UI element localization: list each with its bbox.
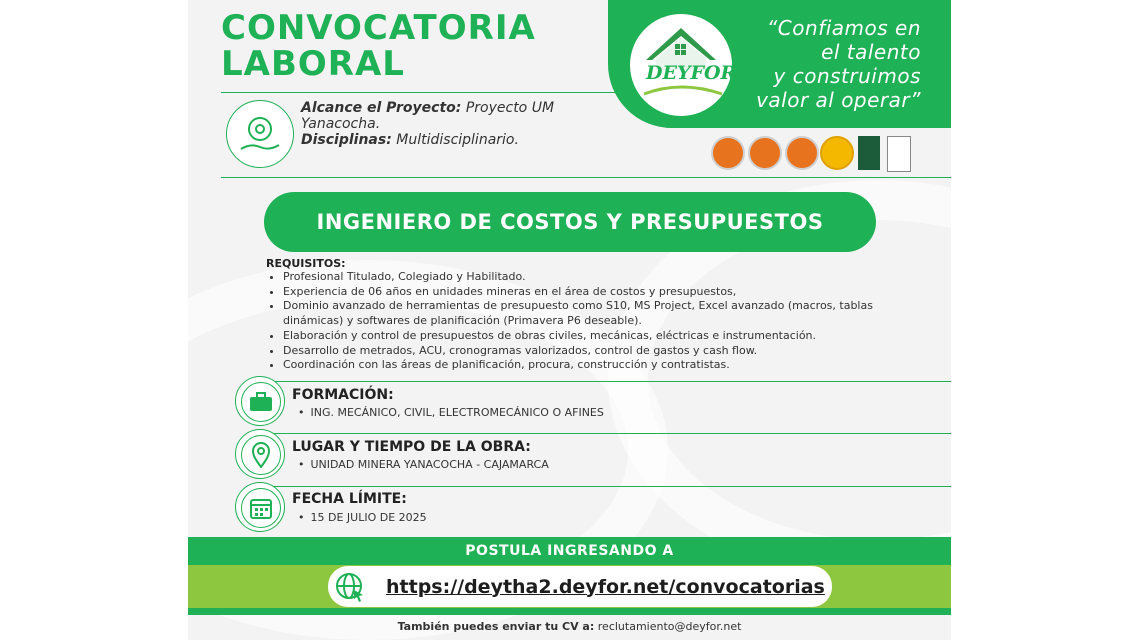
- disciplines-value: Multidisciplinario.: [396, 132, 519, 148]
- requirement-item: • Experiencia de 06 años en unidades mineras en el área de costos y presupuestos,: [283, 285, 903, 300]
- disciplines-label: Disciplinas:: [301, 132, 392, 148]
- requirement-item: • Coordinación con las áreas de planificación, procura, construcción y contratistas.: [283, 358, 903, 373]
- apply-bar-bottom: [188, 608, 951, 615]
- poster-title: [221, 10, 536, 82]
- globe-cursor-icon: [334, 571, 366, 603]
- divider: [221, 92, 621, 93]
- bureau-badge-icon: [887, 136, 911, 172]
- job-poster: [188, 0, 951, 640]
- divider: [258, 486, 951, 487]
- divider: [258, 433, 951, 434]
- title-line-2: LABORAL: [221, 44, 405, 84]
- slogan-quote: “Confiamos en el talento y construimos valor al operar”: [756, 16, 921, 112]
- formation-title: FORMACIÓN:: [292, 387, 394, 403]
- title-line-1: CONVOCATORIA: [221, 8, 536, 48]
- deadline-title: FECHA LÍMITE:: [292, 491, 407, 507]
- apply-url-pill[interactable]: [328, 566, 832, 607]
- sgs-badge-icon: [785, 136, 819, 170]
- divider: [258, 381, 951, 382]
- logo-brand-text: DEYFOR: [646, 62, 737, 84]
- circle-seal-icon: [820, 136, 854, 170]
- requirements-list: [266, 270, 903, 373]
- position-title: INGENIERO DE COSTOS Y PRESUPUESTOS: [264, 192, 876, 252]
- location-pin-icon: [235, 429, 285, 479]
- project-scope: [301, 100, 601, 148]
- location-title: LUGAR Y TIEMPO DE LA OBRA:: [292, 439, 531, 455]
- footer: [188, 620, 951, 633]
- scope-value: Proyecto UM Yanacocha.: [301, 100, 555, 132]
- requirement-item: • Profesional Titulado, Colegiado y Habilitado.: [283, 270, 903, 285]
- apply-url-link[interactable]: https://deytha2.deyfor.net/convocatorias: [386, 575, 825, 598]
- calendar-icon: [235, 482, 285, 532]
- briefcase-icon: [235, 376, 285, 426]
- location-item: • UNIDAD MINERA YANACOCHA - CAJAMARCA: [298, 458, 549, 471]
- requirement-item: • Elaboración y control de presupuestos de obras civiles, mecánicas, eléctricas e instrumentación.: [283, 329, 903, 344]
- requirements-title: REQUISITOS:: [266, 257, 346, 270]
- sgs-badge-icon: [711, 136, 745, 170]
- gear-hand-icon: [226, 100, 294, 168]
- certificate-icon: [858, 136, 880, 170]
- apply-label: POSTULA INGRESANDO A: [188, 537, 951, 565]
- requirement-item: • Dominio avanzado de herramientas de presupuesto como S10, MS Project, Excel avanzado (macros, tablas dinámicas) y softwares de planificación (Primavera P6 deseable).: [283, 299, 903, 328]
- deadline-item: • 15 DE JULIO DE 2025: [298, 511, 427, 524]
- divider: [221, 177, 951, 178]
- footer-label: También puedes enviar tu CV a:: [397, 620, 595, 633]
- sgs-badge-icon: [748, 136, 782, 170]
- scope-label: Alcance el Proyecto:: [301, 100, 462, 116]
- footer-email[interactable]: reclutamiento@deyfor.net: [597, 620, 742, 633]
- formation-item: • ING. MECÁNICO, CIVIL, ELECTROMECÁNICO O AFINES: [298, 406, 604, 419]
- requirement-item: • Desarrollo de metrados, ACU, cronogramas valorizados, control de gastos y cash flow.: [283, 344, 903, 359]
